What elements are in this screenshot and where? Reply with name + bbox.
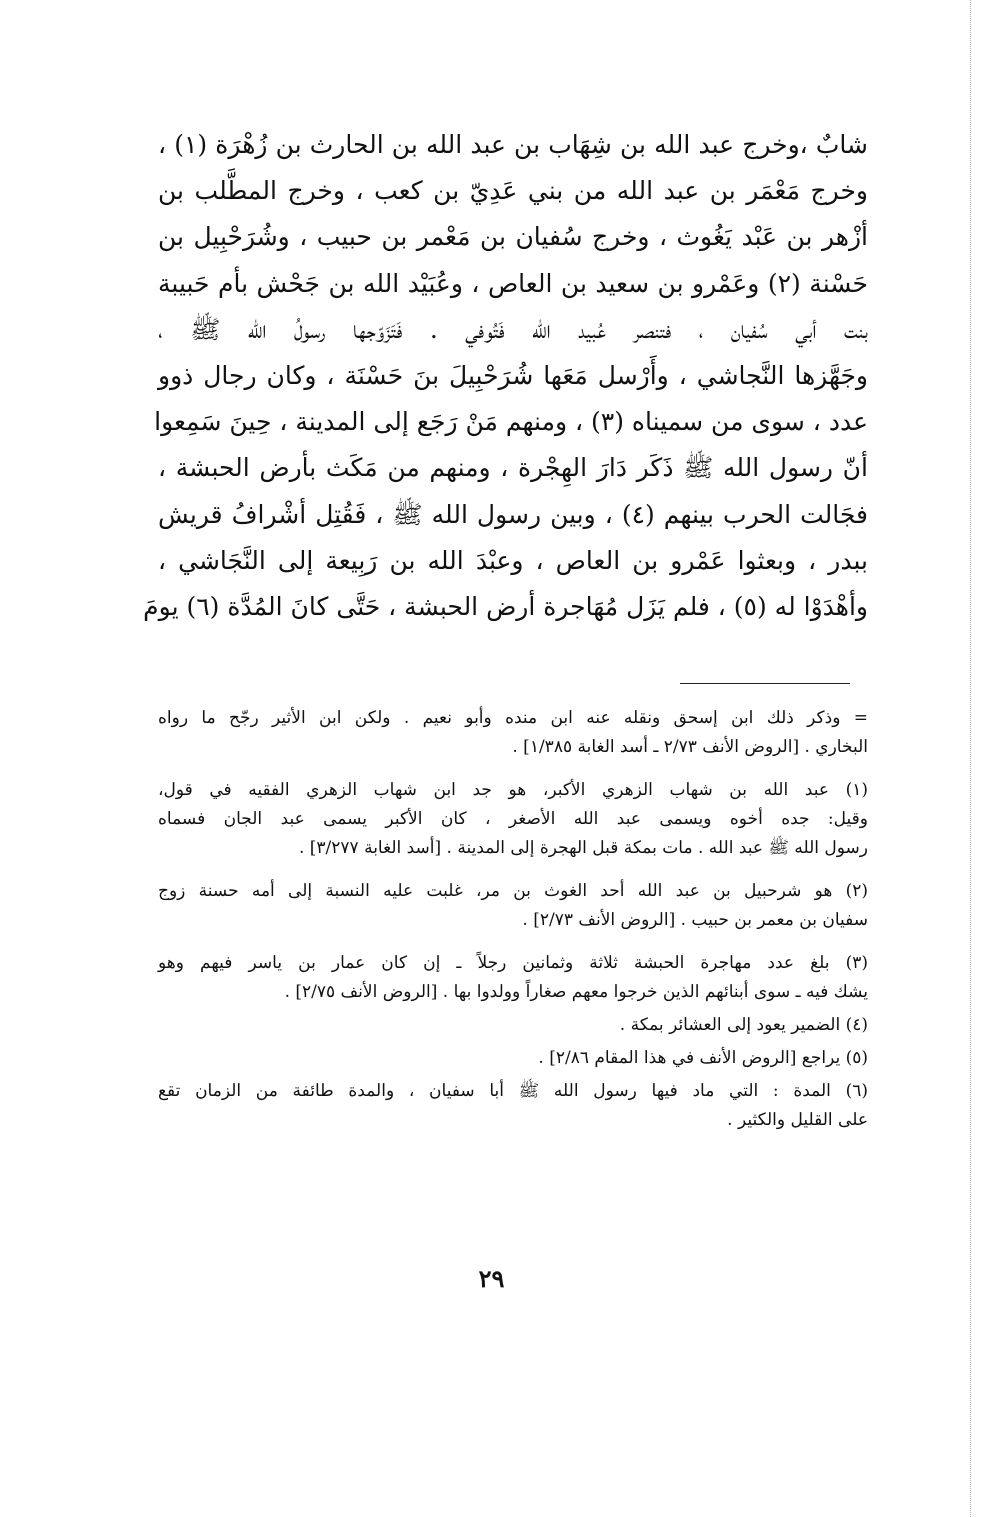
main-text-line: أنّ رسول الله ﷺ ذَكَر دَارَ الهِجْرة ، ومنهم من مَكَث بأرض الحبشة ،	[158, 453, 868, 483]
main-text-line: عدد ، سوى من سميناه (٣) ، ومنهم مَنْ رَجَع إلى المدينة ، حِينَ سَمِعوا	[154, 407, 868, 437]
footnote-line: سفيان بن معمر بن حبيب . [الروض الأنف ٢/٧٣] .	[522, 910, 868, 930]
footnote-2	[158, 877, 868, 935]
footnote-continuation	[158, 704, 868, 762]
main-text-line: ببدر ، وبعثوا عَمْرو بن العاص ، وعبْدَ الله بن رَبِيعة إلى النَّجَاشي ،	[158, 545, 868, 575]
footnote-line: (٤) الضمير يعود إلى العشائر بمكة .	[619, 1015, 868, 1035]
footnote-line: البخاري . [الروض الأنف ٢/٧٣ ـ أسد الغابة ١/٣٨٥] .	[512, 737, 868, 757]
footnotes-block	[158, 704, 868, 1149]
footnote-line: (٥) يراجع [الروض الأنف في هذا المقام ٢/٨٦] .	[538, 1048, 868, 1068]
footnote-line: (٢) هو شرحبيل بن عبد الله أحد الغوث بن مر، غلبت عليه النسبة إلى أمه حسنة زوج	[158, 881, 868, 901]
main-text-line: وجَهَّزها النَّجاشي ، وأَرْسل مَعَها شُرَحْبِيلَ بنَ حَسْنَة ، وكان رجال ذوو	[158, 361, 868, 391]
footnote-line: = وذكر ذلك ابن إسحق ونقله عنه ابن منده وأبو نعيم . ولكن ابن الأثير رجّح ما رواه	[158, 708, 868, 728]
footnote-divider	[680, 683, 850, 684]
main-text-line: بنت أبي سُفيان ، فتنصر عُبيد الله فَتُوفي . فَتَزَوّجها رسولُ الله ﷺ ،	[158, 314, 868, 344]
main-text-line: وأهْدَوْا له (٥) ، فلم يَزَل مُهَاجرة أرض الحبشة ، حَتَّى كانَ المُدَّة (٦) يومَ	[143, 592, 868, 622]
footnote-line: (٣) بلغ عدد مهاجرة الحبشة ثلاثة وثمانين رجلاً ـ إن كان عمار بن ياسر فيهم وهو	[158, 953, 868, 973]
footnote-5	[158, 1044, 868, 1073]
footnote-3	[158, 949, 868, 1007]
footnote-line: (١) عبد الله بن شهاب الزهري الأكبر، هو جد ابن شهاب الزهري الفقيه في قول،	[158, 780, 868, 800]
footnote-line: على القليل والكثير .	[727, 1110, 868, 1130]
main-text-line: وخرج مَعْمَر بن عبد الله من بني عَدِيّ بن كعب ، وخرج المطَّلب بن	[158, 176, 868, 206]
main-text-block	[143, 122, 868, 630]
main-text-line: حَسْنة (٢) وعَمْرو بن سعيد بن العاص ، وعُبَيْد الله بن جَحْش بأم حَبيبة	[158, 268, 868, 298]
main-text-line: أزْهر بن عَبْد يَغُوث ، وخرج سُفيان بن مَعْمر بن حبيب ، وشُرَحْبِيل بن	[158, 222, 868, 252]
footnote-6	[158, 1077, 868, 1135]
footnote-1	[158, 776, 868, 863]
footnote-line: وقيل: جده أخوه ويسمى عبد الله الأصغر ، كان الأكبر يسمى عبد الجان فسماه	[158, 809, 868, 829]
footnote-line: يشك فيه ـ سوى أبنائهم الذين خرجوا معهم صغاراً وولدوا بها . [الروض الأنف ٢/٧٥] .	[284, 982, 868, 1002]
main-text-line: شابٌ ،وخرج عبد الله بن شِهَاب بن عبد الله بن الحارث بن زُهْرَة (١) ،	[158, 130, 868, 159]
footnote-line: (٦) المدة : التي ماد فيها رسول الله ﷺ أبا سفيان ، والمدة طائفة من الزمان تقع	[158, 1081, 868, 1101]
footnote-line: رسول الله ﷺ عبد الله . مات بمكة قبل الهجرة إلى المدينة . [أسد الغابة ٣/٢٧٧] .	[298, 838, 868, 858]
footnote-4	[158, 1011, 868, 1040]
page-number: ٢٩	[478, 1264, 505, 1293]
main-text-line: فجَالت الحرب بينهم (٤) ، وبين رسول الله ﷺ ، فَقُتِل أشْرافُ قريش	[158, 499, 868, 529]
